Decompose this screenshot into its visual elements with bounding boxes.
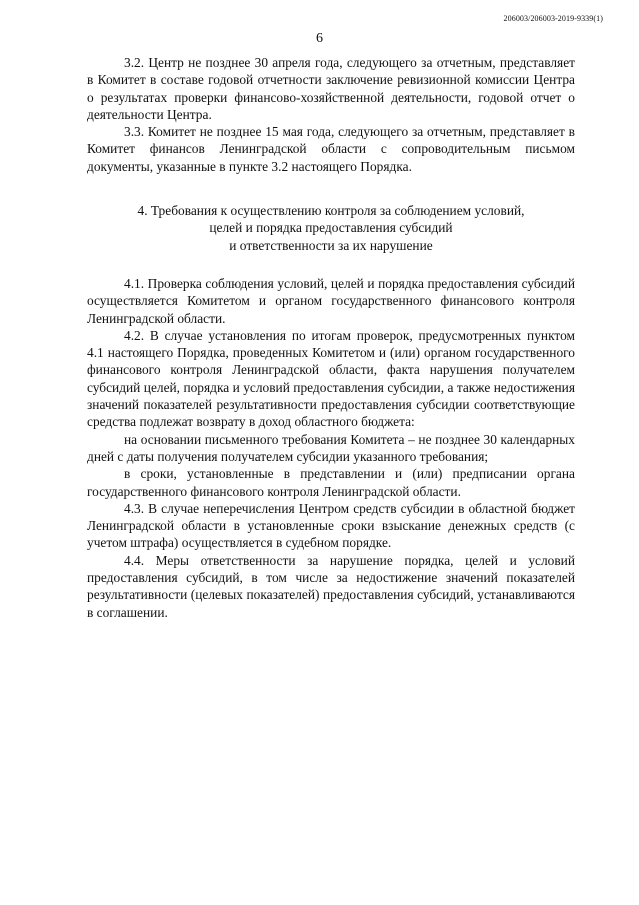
- paragraph-3-3: 3.3. Комитет не позднее 15 мая года, следующего за отчетным, представляет в Комитет финансов Ленинградской области с сопроводительным письмом документы, указанные в пункте 3.2 настоящего Порядка.: [87, 124, 575, 174]
- paragraph-4-3: 4.3. В случае неперечисления Центром средств субсидии в областной бюджет Ленинградской области в установленные сроки взыскание денежных средств (с учетом штрафа) осуществляется в судебном порядке.: [87, 500, 575, 551]
- paragraph-4-2-item-1: на основании письменного требования Комитета – не позднее 30 календарных дней с даты получения получателем субсидии указанного требования;: [87, 431, 575, 464]
- paragraph-4-4: 4.4. Меры ответственности за нарушение порядка, целей и условий предоставления субсидий, в том числе за недостижение значений показателей результативности (целевых показателей) предоставления субсидий, устанавливаются в соглашении.: [87, 552, 575, 620]
- paragraph-4-2: 4.2. В случае установления по итогам проверок, предусмотренных пунктом 4.1 настоящего Порядка, проведенных Комитетом и (или) органом государственного финансового контроля Ленинградской области, факта нарушения получателем субсидий целей, порядка и условий предоставления субсидии, а также недостижения значений показателей результативности предоставления субсидии соответствующие средства подлежат возврату в доход областного бюджета:: [87, 327, 575, 430]
- section-heading-line: целей и порядка предоставления субсидий: [209, 220, 453, 236]
- document-body: [87, 54, 575, 621]
- page-number: 6: [316, 31, 323, 46]
- paragraph-4-1: 4.1. Проверка соблюдения условий, целей и порядка предоставления субсидий осуществляется Комитетом и органом государственного финансового контроля Ленинградской области.: [87, 275, 575, 326]
- paragraph-3-2: 3.2. Центр не позднее 30 апреля года, следующего за отчетным, представляет в Комитет в составе годовой отчетности заключение ревизионной комиссии Центра о результатах проверки финансово-хозяйственной деятельности, годовой отчет о деятельности Центра.: [87, 55, 575, 122]
- document-id: 206003/206003-2019-9339(1): [503, 14, 603, 23]
- section-heading-line: и ответственности за их нарушение: [229, 237, 433, 253]
- section-4-heading: [87, 202, 575, 254]
- paragraph-4-2-item-2: в сроки, установленные в представлении и (или) предписании органа государственного финансового контроля Ленинградской области.: [87, 466, 575, 499]
- section-heading-line: 4. Требования к осуществлению контроля за соблюдением условий,: [137, 203, 525, 219]
